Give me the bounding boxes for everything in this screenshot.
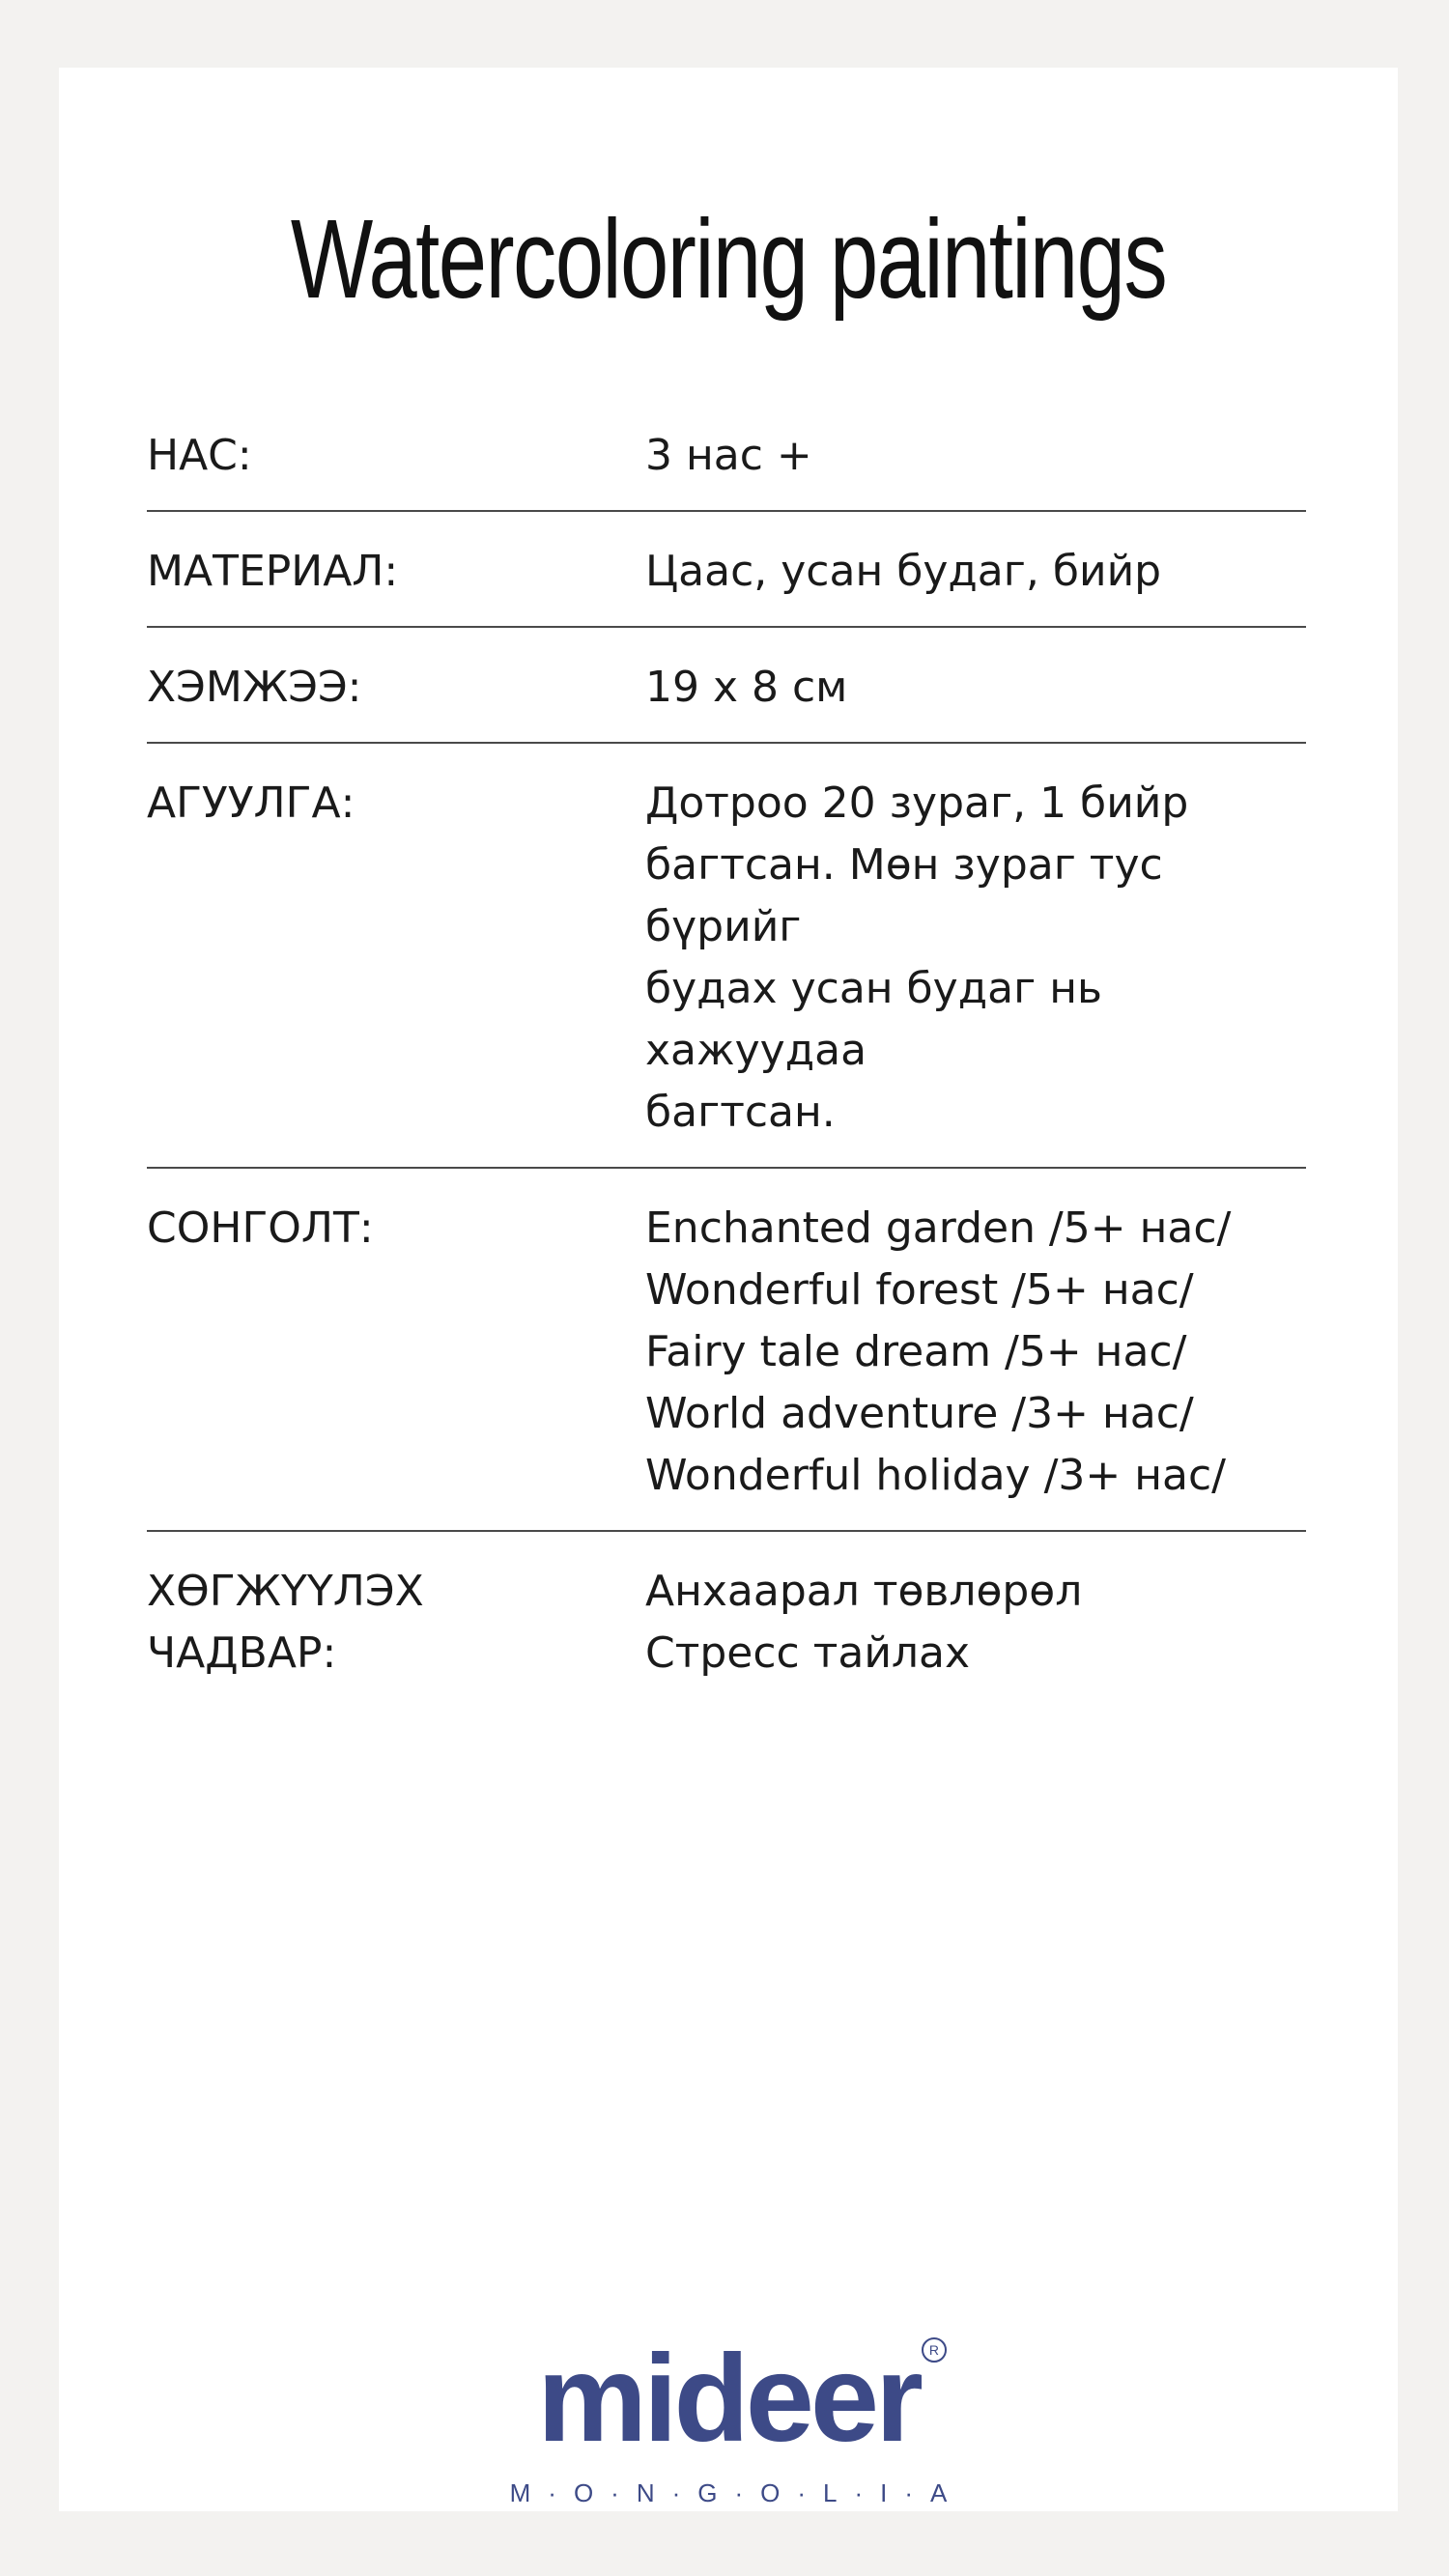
spec-value-line: багтсан. Мөн зураг тус бүрийг: [645, 840, 1163, 951]
spec-label-line: ХӨГЖҮҮЛЭХ: [147, 1567, 424, 1616]
spec-value: [645, 773, 1306, 1144]
brand-wordmark: [537, 2330, 939, 2468]
option-item: Enchanted garden /5+ нас/: [645, 1203, 1232, 1253]
spec-value-line: Анхаарал төвлөрөл: [645, 1567, 1083, 1616]
option-item: Wonderful forest /5+ нас/: [645, 1265, 1194, 1315]
spec-row-size: [147, 628, 1306, 744]
spec-value-line: будах усан будаг нь хажуудаа: [645, 964, 1102, 1075]
spec-value-line: 19 x 8 см: [645, 663, 848, 712]
brand-name: mideer: [537, 2330, 920, 2468]
option-item: Fairy tale dream /5+ нас/: [645, 1327, 1187, 1376]
spec-label: МАТЕРИАЛ:: [147, 547, 399, 596]
spec-row-contents: [147, 744, 1306, 1169]
spec-row-material: [147, 512, 1306, 628]
spec-label-line: ЧАДВАР:: [147, 1628, 337, 1678]
spec-value-line: багтсан.: [645, 1088, 836, 1137]
spec-label: АГУУЛГА:: [147, 778, 355, 828]
spec-value-line: 3 нас +: [645, 431, 812, 480]
page-title: Watercoloring paintings: [290, 196, 1167, 322]
spec-table: [147, 396, 1306, 1708]
product-card: [59, 68, 1398, 2511]
spec-row-skills: [147, 1532, 1306, 1708]
spec-label: НАС:: [147, 431, 252, 480]
registered-mark-icon: R: [922, 2337, 947, 2363]
spec-value: [645, 1198, 1306, 1507]
spec-value-line: Стресс тайлах: [645, 1628, 971, 1678]
spec-value-line: Дотроо 20 зураг, 1 бийр: [645, 778, 1189, 828]
spec-value: [645, 425, 1306, 487]
spec-row-age: [147, 396, 1306, 512]
brand-logo: [59, 2330, 1398, 2508]
brand-subtitle: M·O·N·G·O·L·I·A: [509, 2478, 965, 2507]
spec-label: ХЭМЖЭЭ:: [147, 663, 362, 712]
spec-label: СОНГОЛТ:: [147, 1203, 374, 1253]
option-item: World adventure /3+ нас/: [645, 1389, 1194, 1438]
spec-label: [147, 1561, 645, 1684]
spec-value: [645, 657, 1306, 719]
spec-value: [645, 541, 1306, 603]
spec-row-options: [147, 1169, 1306, 1532]
spec-value-line: Цаас, усан будаг, бийр: [645, 547, 1162, 596]
spec-value: [645, 1561, 1306, 1684]
option-item: Wonderful holiday /3+ нас/: [645, 1451, 1227, 1500]
